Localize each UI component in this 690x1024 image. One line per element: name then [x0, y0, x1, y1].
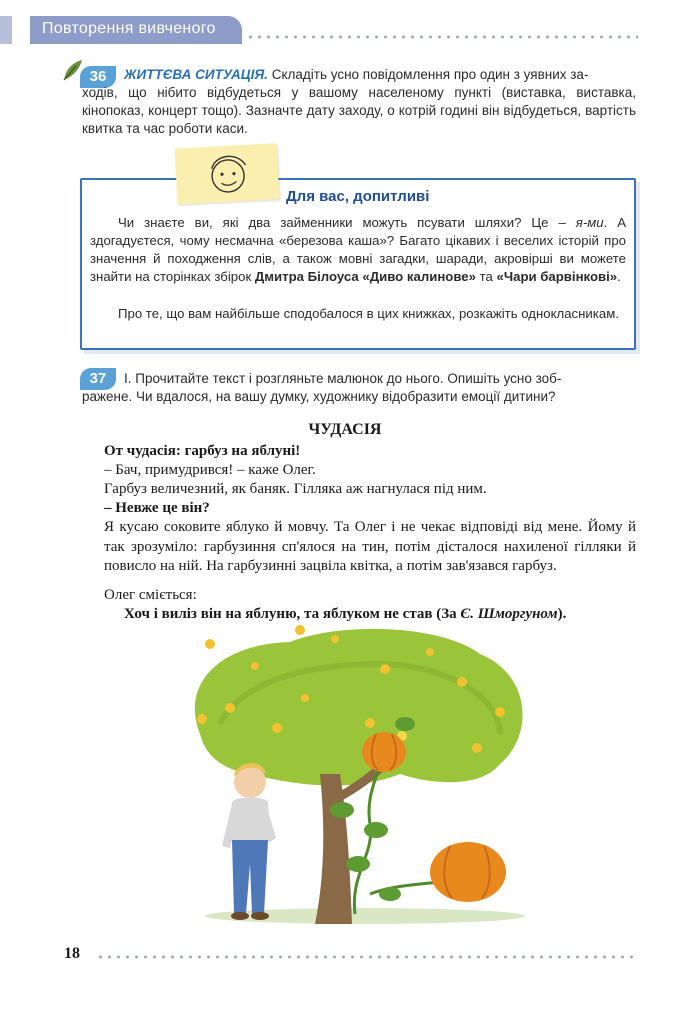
- task-37-line2: ражене. Чи вдалося, на вашу думку, художнику відобразити емоції дитини?: [82, 389, 556, 404]
- story-line-6: Олег сміється:: [104, 587, 197, 603]
- story-line-7: [124, 605, 566, 625]
- task-36-first-line: [124, 66, 636, 84]
- task-36-text: ходів, що нібито відбудеться у вашому населеному пункті (виставка, виставка, кінопоказ, концерт тощо). Зазначте дату заходу, о котрій годині він відбудеться, вартість квитка та час роботи каси.: [82, 85, 636, 136]
- story-author: Є. Шморгуном: [460, 606, 558, 622]
- story-line-1: От чудасія: гарбуз на яблуні!: [104, 443, 301, 459]
- task-36-label: ЖИТТЄВА СИТУАЦІЯ.: [124, 67, 268, 82]
- story-paragraph-text: Я кусаю соковите яблуко й мовчу. Та Олег і не чекає відповіді від мене. Йому й так зрозуміло: гарбузиння сп'ялося на тин, потім дісталося нахиленої гілляки й повисло на ній. На гарбузинні зацвіла квітка, а потім зав'язався гарбуз.: [104, 519, 636, 574]
- infobox-and: та: [479, 269, 493, 284]
- infobox-author: Дмитра Білоуса: [254, 269, 359, 284]
- footer-dotted-rule: [96, 955, 636, 959]
- infobox-book-2: «Чари барвінкові»: [496, 269, 618, 284]
- task-36-badge: 36: [80, 66, 116, 88]
- curious-face-icon: [175, 143, 280, 204]
- infobox-p1-after: . А здогадуєтеся, чому несмачна «березова каша»? Багато цікавих і веселих історій про значення й походження слів, а також мовні загадки, шаради, акровірші ви можете знайти на сторінках збірок: [90, 215, 627, 284]
- illustration-pumpkin-on-apple-tree: [180, 624, 550, 924]
- story-line-3: Гарбуз величезний, як баняк. Гілляка аж нагнулася під ним.: [104, 481, 487, 497]
- infobox-book-1: «Диво калинове»: [362, 269, 476, 284]
- page-number: 18: [64, 945, 80, 962]
- infobox-paragraph-1: Чи знаєте ви, які два займенники можуть псувати шляхи? Це – я-ми. А здогадуєтеся, чому несмачна «березова каша»? Багато цікавих і веселих історій про значення й походження слів, а також мовні загадки, шаради, акровірші ви можете знайти на сторінках збірок Дмитра Білоуса «Диво калинове» та «Чари барвінкові».: [90, 215, 627, 284]
- infobox-title: Для вас, допитливі: [286, 188, 430, 205]
- task-37-line1: І. Прочитайте текст і розгляньте малюнок до нього. Опишіть усно зоб-: [124, 371, 562, 386]
- sticky-note: [175, 143, 280, 204]
- infobox-p1-pronouns: я-ми: [575, 215, 604, 230]
- section-title: Повторення вивченого: [42, 20, 216, 37]
- story-line-4: – Невже це він?: [104, 500, 210, 516]
- header-dotted-rule: [246, 35, 638, 39]
- story-line-2: – Бач, примудрився! – каже Олег.: [104, 462, 316, 478]
- task-37-badge: 37: [80, 368, 116, 390]
- task-36-line1: Складіть усно повідомлення про один з уявних за-: [271, 67, 589, 82]
- story-quote-end: ).: [557, 606, 567, 622]
- infobox-paragraph-2: Про те, що вам найбільше сподобалося в цих книжках, розкажіть однокласникам.: [118, 306, 619, 321]
- story-paragraph: [104, 510, 636, 577]
- story-quote: Хоч і виліз він на яблуню, та яблуком не став (За: [124, 606, 457, 622]
- header-left-bar: [0, 16, 12, 44]
- infobox-p1-before: Чи знаєте ви, які два займенники можуть псувати шляхи? Це –: [118, 215, 566, 230]
- story-title: ЧУДАСІЯ: [308, 421, 382, 438]
